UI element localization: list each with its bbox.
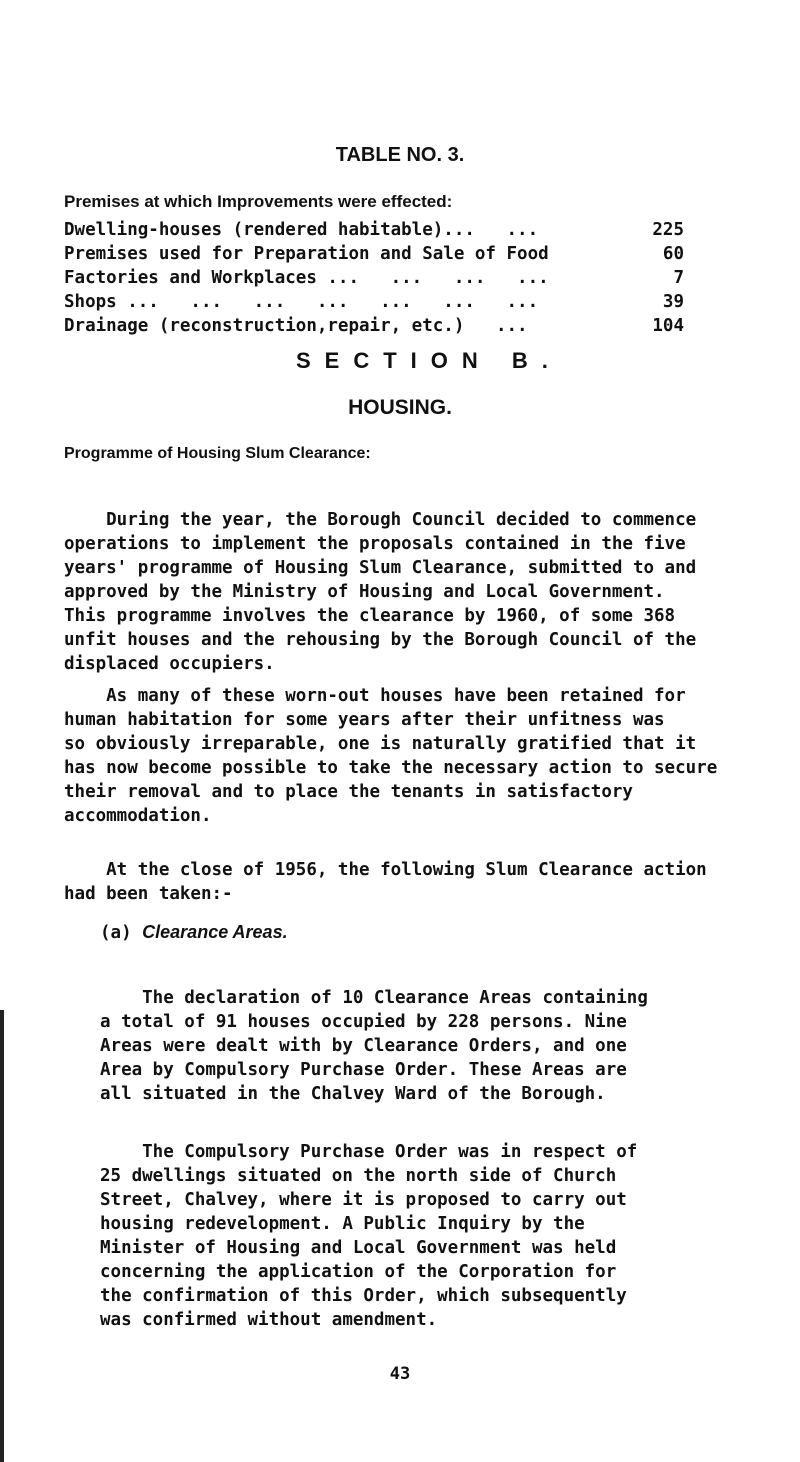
table-heading: TABLE NO. 3. xyxy=(335,144,465,166)
row-value: 104 xyxy=(652,316,684,336)
table-row xyxy=(64,218,684,242)
row-value: 7 xyxy=(673,268,684,288)
row-label: Drainage (reconstruction,repair, etc.) ... xyxy=(64,316,528,336)
paragraph: At the close of 1956, the following Slum Clearance action had been taken:- xyxy=(64,860,707,904)
subitem-prefix: (a) xyxy=(100,923,143,943)
improvements-heading: Premises at which Improvements were effected: xyxy=(64,192,453,211)
programme-heading: Programme of Housing Slum Clearance: xyxy=(64,445,371,462)
table-row xyxy=(64,242,684,266)
row-value: 60 xyxy=(662,244,684,264)
row-label: Factories and Workplaces ... ... ... ... xyxy=(64,268,549,288)
row-label: Premises used for Preparation and Sale of Food xyxy=(64,244,549,264)
subitem-title: Clearance Areas. xyxy=(142,922,288,942)
table-row xyxy=(64,290,684,314)
table-row xyxy=(64,314,684,338)
row-value: 39 xyxy=(662,292,684,312)
row-label: Dwelling-houses (rendered habitable)... ... xyxy=(64,220,539,240)
housing-title: HOUSING. xyxy=(348,396,452,419)
row-value: 225 xyxy=(652,220,684,240)
sub-paragraph: The Compulsory Purchase Order was in respect of 25 dwellings situated on the north side of Church Street, Chalvey, where it is proposed to carry out housing redevelopment. A Public Inquiry by the Minister of Housing and Local Government was held concerning the application of the Corporation for the confirmation of this Order, which subsequently was confirmed without amendment. xyxy=(100,1142,638,1330)
table-row xyxy=(64,266,684,290)
section-title: SECTION B. xyxy=(296,348,562,373)
paragraph: During the year, the Borough Council decided to commence operations to implement the proposals contained in the five years' programme of Housing Slum Clearance, submitted to and approved by the Ministry of Housing and Local Government. This programme involves the clearance by 1960, of some 368 unfit houses and the rehousing by the Borough Council of the displaced occupiers. xyxy=(64,510,697,674)
scan-edge-shadow xyxy=(0,1010,4,1462)
page-number: 43 xyxy=(389,1364,411,1384)
sub-paragraph: The declaration of 10 Clearance Areas containing a total of 91 houses occupied by 228 persons. Nine Areas were dealt with by Clearance Orders, and one Area by Compulsory Purchase Order. These Areas are all situated in the Chalvey Ward of the Borough. xyxy=(100,988,648,1104)
paragraph: As many of these worn-out houses have been retained for human habitation for some years after their unfitness was so obviously irreparable, one is naturally gratified that it has now become possible to take the necessary action to secure their removal and to place the tenants in satisfactory accommodation. xyxy=(64,686,718,826)
row-label: Shops ... ... ... ... ... ... ... xyxy=(64,292,539,312)
improvements-table xyxy=(64,218,684,338)
subitem-heading xyxy=(100,922,288,943)
